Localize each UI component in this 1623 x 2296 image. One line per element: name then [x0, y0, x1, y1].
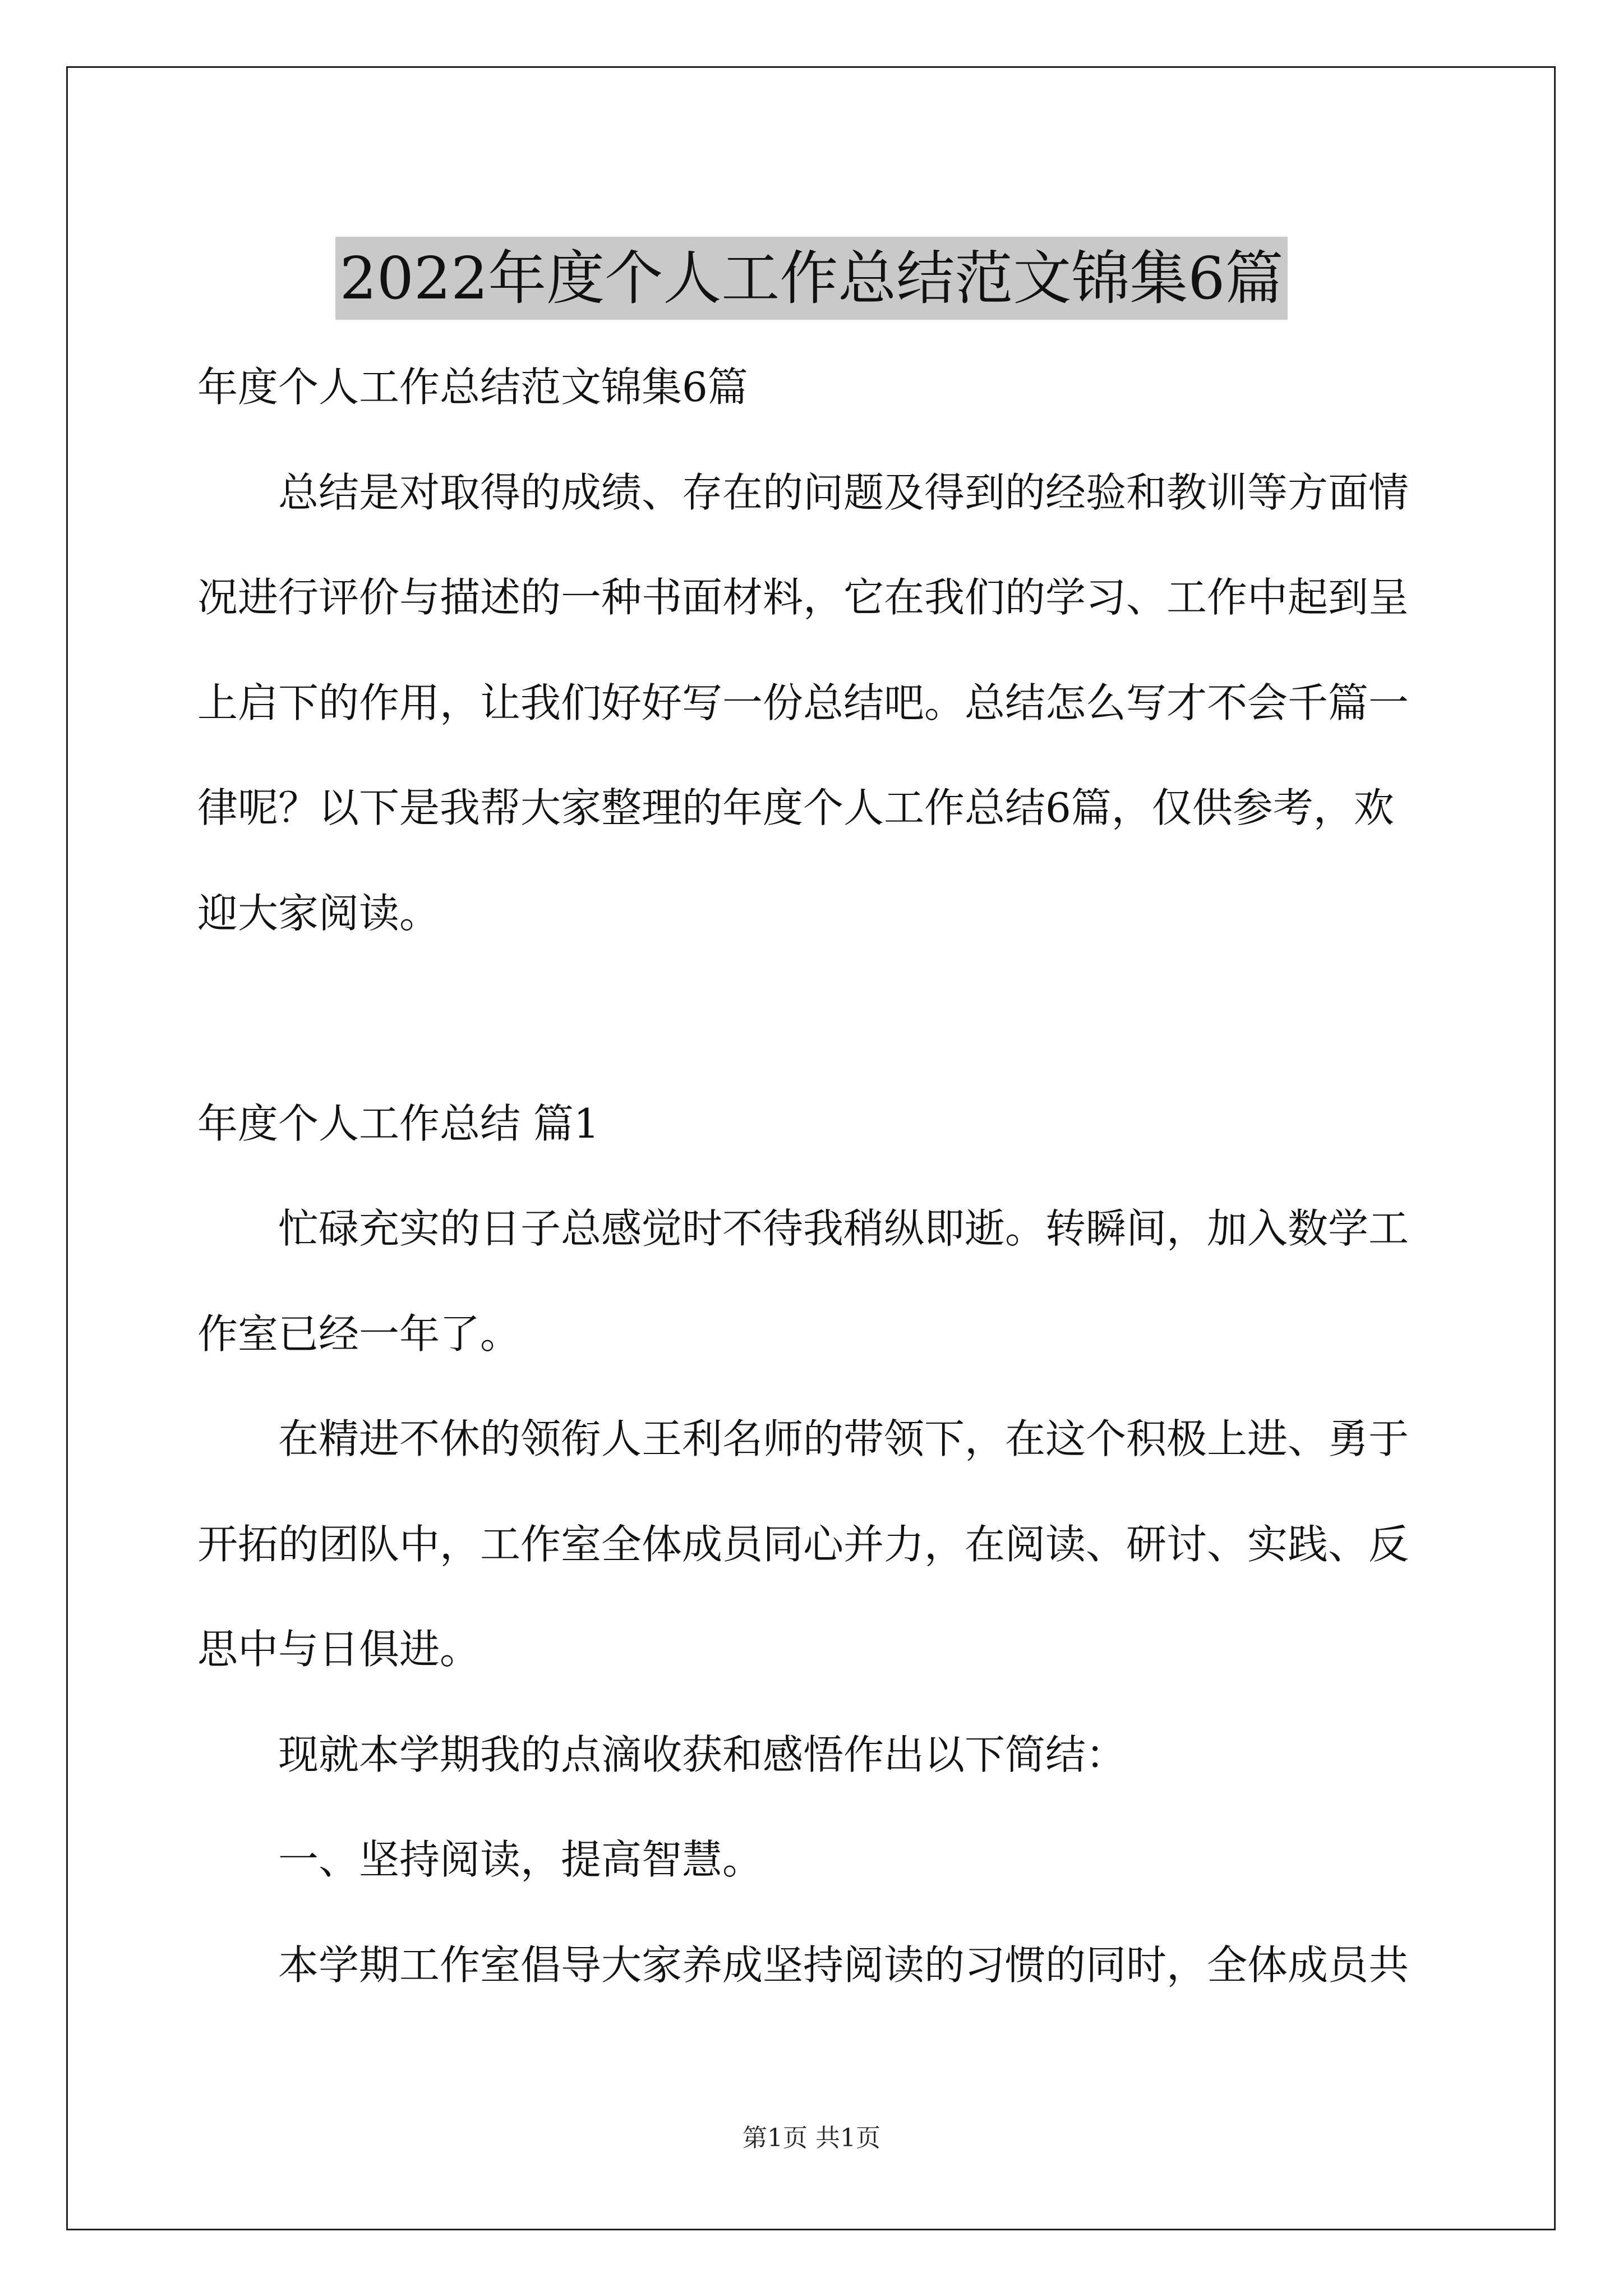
intro-line-5: 迎大家阅读。: [197, 890, 440, 937]
page-number: 第1页 共1页: [743, 2124, 880, 2152]
paragraph2-line-3: 思中与日俱进。: [197, 1626, 481, 1673]
section-heading: 年度个人工作总结 篇1: [197, 1100, 600, 1147]
paragraph2-line-2: 开拓的团队中，工作室全体成员同心并力，在阅读、研讨、实践、反: [197, 1521, 1409, 1568]
subtitle: 年度个人工作总结范文锦集6篇: [197, 364, 748, 411]
paragraph3: 现就本学期我的点滴收获和感悟作出以下简结：: [278, 1731, 1127, 1778]
paragraph2-line-1: 在精进不休的领衔人王利名师的带领下，在这个积极上进、勇于: [278, 1415, 1409, 1462]
title-container: [0, 197, 1623, 358]
paragraph1-line-2: 作室已经一年了。: [197, 1310, 521, 1358]
intro-line-1: 总结是对取得的成绩、存在的问题及得到的经验和教训等方面情: [278, 469, 1409, 516]
list-item-1: 一、坚持阅读，提高智慧。: [278, 1836, 763, 1883]
document-title: 2022年度个人工作总结范文锦集6篇: [335, 237, 1288, 320]
intro-line-3: 上启下的作用，让我们好好写一份总结吧。总结怎么写才不会千篇一: [197, 679, 1409, 726]
paragraph4-line-1: 本学期工作室倡导大家养成坚持阅读的习惯的同时，全体成员共: [278, 1941, 1409, 1989]
paragraph1-line-1: 忙碌充实的日子总感觉时不待我稍纵即逝。转瞬间，加入数学工: [278, 1205, 1409, 1252]
intro-line-4: 律呢？以下是我帮大家整理的年度个人工作总结6篇，仅供参考，欢: [197, 784, 1394, 831]
intro-line-2: 况进行评价与描述的一种书面材料，它在我们的学习、工作中起到呈: [197, 574, 1409, 621]
